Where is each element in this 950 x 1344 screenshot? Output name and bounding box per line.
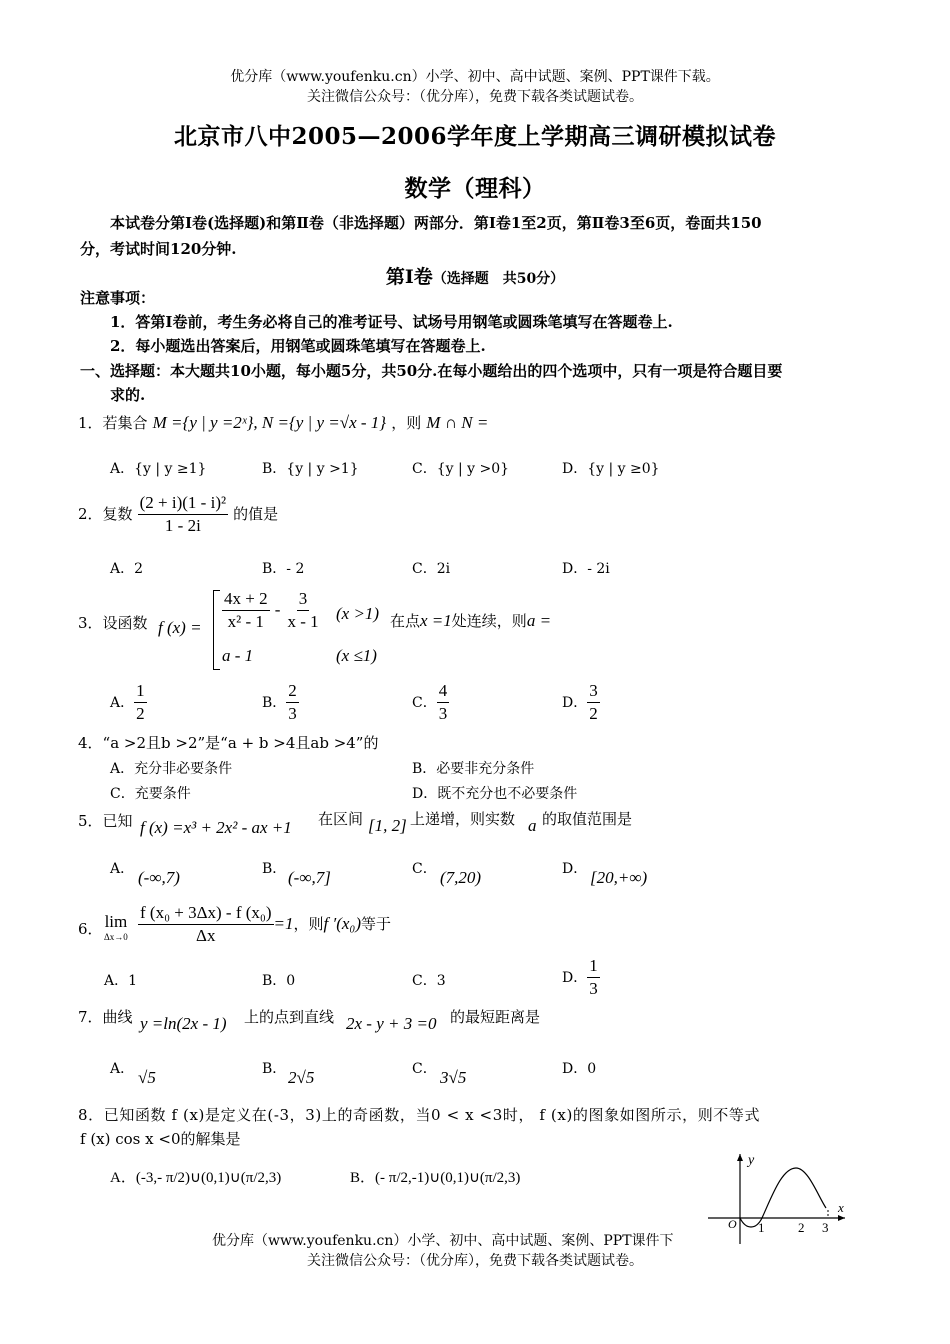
q6-d-label: D． [562, 970, 588, 986]
q6-option-c: C．3 [412, 973, 446, 989]
intro-line-2: 分，考试时间120分钟. [80, 240, 237, 258]
q2-option-b: B．- 2 [262, 561, 305, 577]
y-axis-arrow-icon [737, 1154, 743, 1161]
q5-option-a: (-∞,7) [138, 868, 180, 887]
q3-option-a [110, 680, 147, 725]
q3-mid-text: 在点 [390, 612, 421, 630]
x-axis-arrow-icon [838, 1215, 845, 1221]
tick-3: 3 [822, 1220, 829, 1235]
q1-option-c: C．{y | y >0} [412, 461, 510, 477]
q3-b-label: B． [262, 695, 287, 711]
q3-point: x =1 [420, 611, 452, 630]
q6-d-num: 1 [587, 955, 600, 978]
page-subtitle: 数学（理科） [404, 175, 546, 202]
q1-option-d: D．{y | y ≥0} [562, 461, 660, 477]
q7-option-d: D．0 [562, 1061, 597, 1077]
part-title-sub: （选择题 共50分） [432, 271, 565, 287]
q3-case-1 [222, 588, 321, 633]
q1-tail: ，则 [391, 414, 422, 432]
q3-lhs: f (x) = [158, 618, 202, 637]
q1-expr2: M ∩ N = [426, 413, 489, 432]
q1-expr: M ={y | y =2ˣ}, N ={y | y =√x - 1} [152, 413, 387, 432]
q3-mid [390, 610, 551, 631]
q5-interval: [1, 2] [368, 816, 407, 835]
q2-numerator: (2 + i)(1 - i)² [138, 492, 228, 515]
note-1: 1．答第Ⅰ卷前，考生务必将自己的准考证号、试场号用钢笔或圆珠笔填写在答题卷上. [110, 313, 673, 331]
q7-stem: 7．曲线 [78, 1008, 133, 1026]
q7-tail: 的最短距离是 [450, 1008, 541, 1026]
q7-option-a-label: A． [110, 1061, 135, 1077]
q4-option-d: D．既不充分也不必要条件 [412, 786, 578, 802]
q7-mid: 上的点到直线 [244, 1008, 335, 1026]
q6-tail: ，则 [293, 915, 324, 933]
part-title [0, 262, 950, 289]
q5-tail2: 的取值范围是 [542, 810, 633, 828]
q8-line-1: 8．已知函数 f (x)是定义在(-3，3)上的奇函数，当0 < x <3时， f (x)的图象如图所示，则不等式 [78, 1106, 761, 1124]
minus-sign: - [274, 600, 281, 619]
q7-option-a: √5 [138, 1068, 156, 1087]
q2-fraction [138, 492, 228, 537]
question-1 [78, 412, 488, 433]
q3-a-frac [134, 680, 147, 725]
q3-d-frac [587, 680, 600, 725]
q3-c-num: 4 [437, 680, 450, 703]
q3-frac-1-den: x² - 1 [227, 612, 264, 631]
origin-label: O [728, 1217, 737, 1231]
tick-1: 1 [758, 1220, 765, 1235]
q3-b-den: 3 [288, 704, 297, 723]
section-1-line-1: 一、选择题：本大题共10小题，每小题5分，共50分.在每小题给出的四个选项中，只有一项是符合题目要 [80, 362, 783, 380]
q6-num: f (x₀ + 3Δx) - f (x₀) [138, 902, 274, 925]
q1-option-b: B．{y | y >1} [262, 461, 359, 477]
q3-option-b [262, 680, 299, 725]
q3-c-label: C． [412, 695, 437, 711]
q3-c-frac [437, 680, 450, 725]
q3-d-label: D． [562, 695, 588, 711]
q8-option-b: B．(- π/2,-1)∪(0,1)∪(π/2,3) [350, 1170, 521, 1186]
q3-tail: 处连续，则 [451, 612, 527, 630]
q3-b-num: 2 [286, 680, 299, 703]
q3-frac-2-den: x - 1 [287, 612, 319, 631]
header-line-1: 优分库（www.youfenku.cn）小学、初中、高中试题、案例、PPT课件下载。 [230, 69, 720, 85]
footer-line-2: 关注微信公众号：（优分库），免费下载各类试题试卷。 [307, 1253, 643, 1269]
q3-d-num: 3 [587, 680, 600, 703]
q6-tail2: 等于 [361, 915, 392, 933]
q3-b-frac [286, 680, 299, 725]
footer-line-1: 优分库（www.youfenku.cn）小学、初中、高中试题、案例、PPT课件下 [212, 1233, 674, 1249]
q6-frac [138, 902, 274, 947]
q5-stem: 5．已知 [78, 812, 133, 830]
q5-option-b: (-∞,7] [288, 868, 331, 887]
q6-stem: 6． [78, 920, 103, 938]
section-1-line-2: 求的. [110, 386, 146, 404]
q6-option-d [562, 955, 600, 1000]
header-line-2: 关注微信公众号：（优分库），免费下载各类试题试卷。 [307, 89, 643, 105]
q6-den: Δx [196, 926, 216, 945]
q5-mid: 在区间 [318, 810, 364, 828]
q2-tail: 的值是 [233, 505, 279, 523]
note-2: 2．每小题选出答案后，用钢笔或圆珠笔填写在答题卷上. [110, 337, 486, 355]
q5-tail: 上递增，则实数 [410, 810, 516, 828]
q5-option-c: (7,20) [440, 868, 482, 887]
q4-option-c: C．充要条件 [110, 786, 191, 802]
q6-expr [138, 902, 391, 947]
page-title: 北京市八中2005—2006学年度上学期高三调研模拟试卷 [173, 123, 777, 150]
q5-option-c-label: C． [412, 861, 437, 877]
q7-option-c-label: C． [412, 1061, 437, 1077]
y-label: y [748, 1153, 755, 1168]
tick-2: 2 [798, 1220, 805, 1235]
q6-option-b: B．0 [262, 973, 296, 989]
q3-a-den: 2 [136, 704, 145, 723]
q6-limit [104, 912, 128, 942]
q2-option-d: D．- 2i [562, 561, 610, 577]
q6-lim-sub: Δx→0 [104, 932, 128, 942]
x-label: x [838, 1200, 844, 1215]
intro-line-1: 本试卷分第Ⅰ卷(选择题)和第Ⅱ卷（非选择题）两部分．第Ⅰ卷1至2页，第Ⅱ卷3至6页，卷面共150 [110, 214, 762, 232]
q3-var: a = [526, 611, 552, 630]
q3-option-d [562, 680, 600, 725]
notes-heading: 注意事项： [80, 289, 156, 307]
q8-line-2: f (x) cos x <0的解集是 [80, 1130, 241, 1148]
q7-option-b: 2√5 [288, 1068, 315, 1087]
q5-option-d: [20,+∞) [590, 868, 648, 887]
q2-option-a: A．2 [110, 561, 144, 577]
q6-d-den: 3 [589, 979, 598, 998]
q3-a-label: A． [110, 695, 135, 711]
q2-denominator: 1 - 2i [164, 516, 201, 535]
q1-option-a: A．{y | y ≥1} [110, 461, 207, 477]
q2-option-c: C．2i [412, 561, 451, 577]
q4-option-a: A．充分非必要条件 [110, 761, 233, 777]
q3-frac-2 [285, 588, 320, 633]
q6-deriv: f ′(x₀) [323, 914, 361, 933]
q7-option-c: 3√5 [440, 1068, 467, 1087]
q5-option-b-label: B． [262, 861, 287, 877]
q3-a-num: 1 [134, 680, 147, 703]
part-title-main: 第Ⅰ卷 [385, 266, 433, 288]
q2-stem: 2．复数 [78, 505, 133, 523]
q3-frac-2-num: 3 [297, 588, 310, 611]
q6-d-frac [587, 955, 600, 1000]
q3-brace [213, 590, 220, 670]
q8-graph [700, 1148, 860, 1248]
q4-option-b: B．必要非充分条件 [412, 761, 535, 777]
q1-stem: 1．若集合 [78, 414, 148, 432]
q3-cond-2: (x ≤1) [336, 646, 377, 665]
q3-frac-1-num: 4x + 2 [222, 588, 270, 611]
q8-option-a: A．(-3,- π/2)∪(0,1)∪(π/2,3) [110, 1170, 282, 1186]
q3-case-2: a - 1 [222, 646, 254, 665]
q6-eq: =1 [273, 914, 294, 933]
q5-option-a-label: A． [110, 861, 135, 877]
q4-stem: 4．“a >2且b >2”是“a + b >4且ab >4”的 [78, 734, 379, 752]
q3-c-den: 3 [438, 704, 448, 723]
q5-option-d-label: D． [562, 861, 588, 877]
q6-option-a: A．1 [104, 973, 138, 989]
q7-option-b-label: B． [262, 1061, 287, 1077]
q3-cond-1: (x >1) [336, 604, 380, 623]
q3-d-den: 2 [589, 704, 598, 723]
q3-option-c [412, 680, 449, 725]
q6-lim: lim [104, 912, 128, 931]
q5-var: a [528, 816, 537, 835]
q3-frac-1 [222, 588, 270, 633]
q7-line: 2x - y + 3 =0 [346, 1014, 437, 1033]
q3-stem: 3．设函数 [78, 614, 148, 632]
question-2 [78, 492, 278, 537]
q7-expr: y =ln(2x - 1) [140, 1014, 227, 1033]
q5-expr: f (x) =x³ + 2x² - ax +1 [140, 818, 292, 837]
